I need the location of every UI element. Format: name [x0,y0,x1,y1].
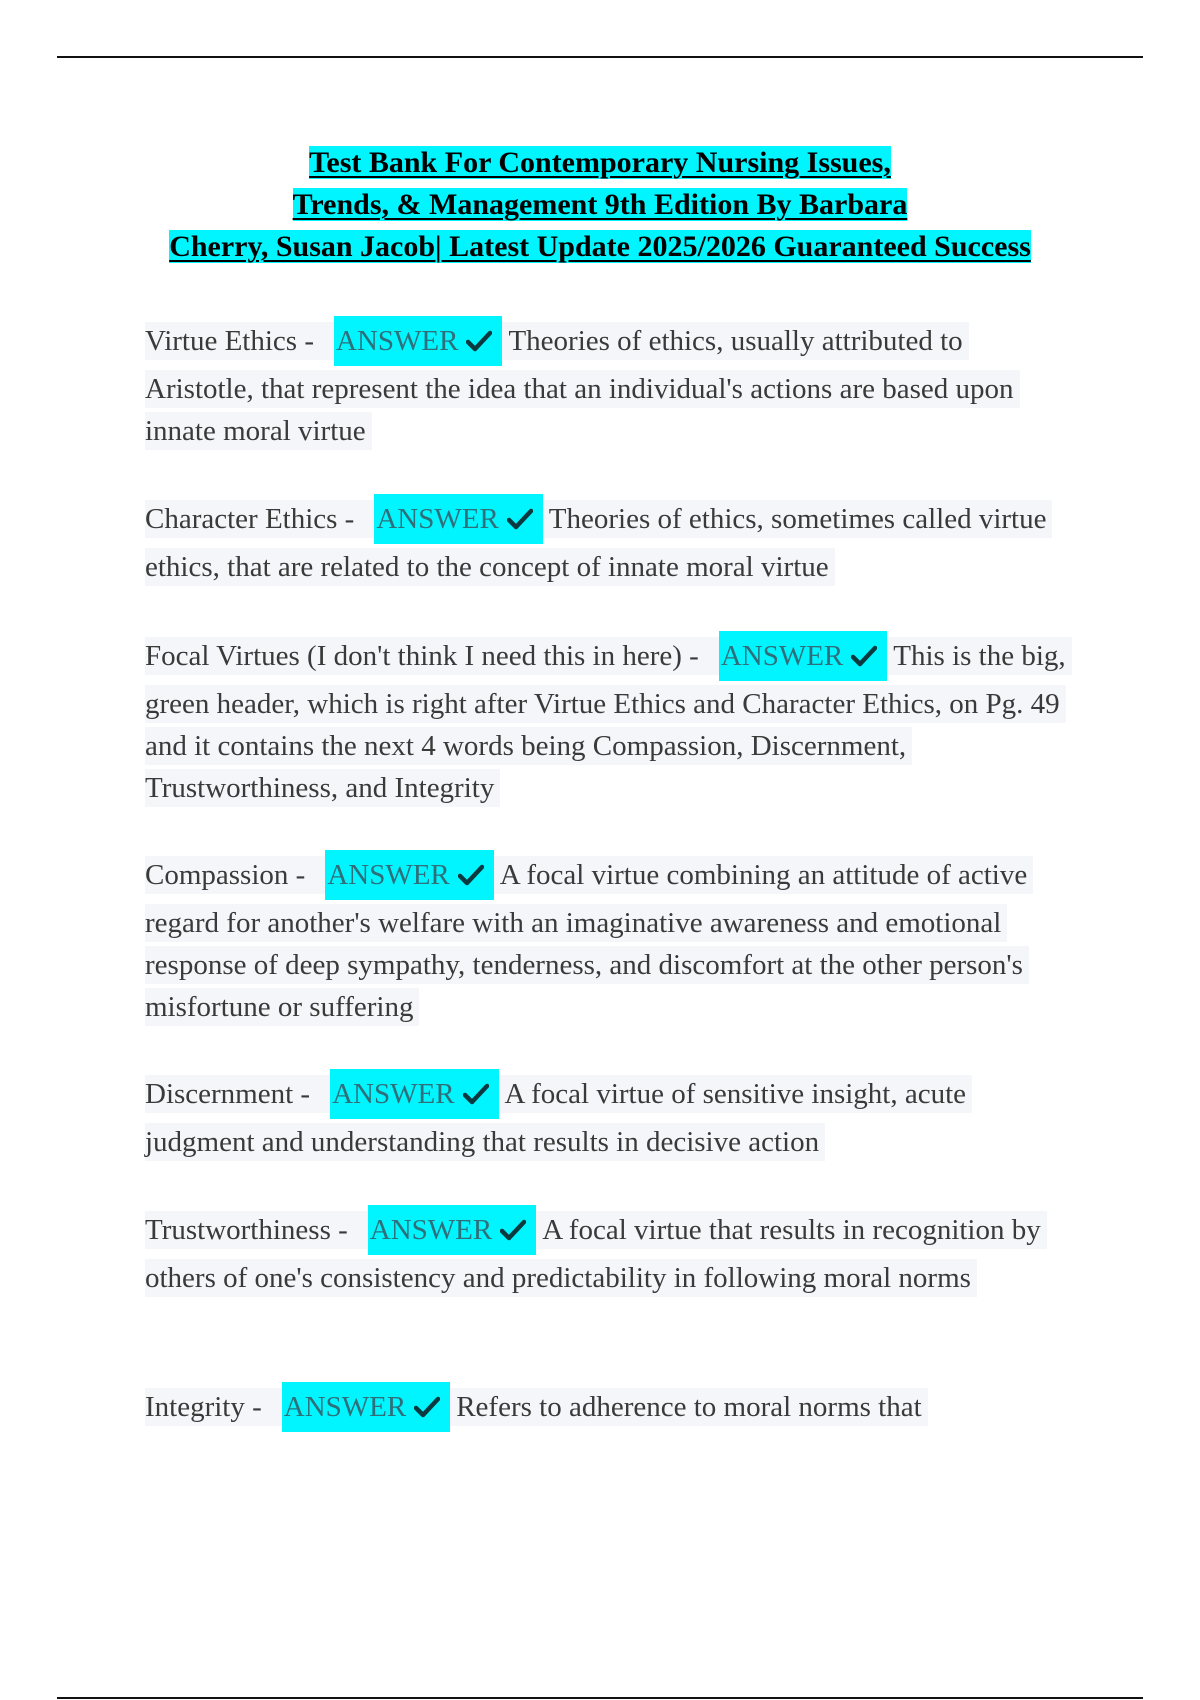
checkmark-icon [463,1083,489,1105]
answer-badge [719,631,887,681]
qa-entry-trustworthiness [145,1207,1075,1299]
term: Trustworthiness - [145,1213,348,1246]
term: Focal Virtues (I don't think I need this in here) - [145,639,699,672]
answer-badge [325,850,493,900]
title-line-2: Trends, & Management 9th Edition By Barbara [292,188,908,221]
title-line-3: Cherry, Susan Jacob| Latest Update 2025/2026 Guaranteed Success [169,230,1031,263]
term: Virtue Ethics - [145,324,314,357]
top-rule [57,56,1143,58]
qa-entry-character-ethics [145,496,1075,588]
qa-entry-virtue-ethics [145,318,1075,452]
answer-badge [282,1382,450,1432]
definition: Refers to adherence to moral norms that [456,1390,922,1423]
checkmark-icon [507,508,533,530]
qa-entry-discernment [145,1071,1075,1163]
answer-badge [368,1205,536,1255]
definition: Theories of ethics, sometimes called virtue ethics, that are related to the concept of innate moral virtue [145,502,1047,583]
checkmark-icon [500,1219,526,1241]
definition: A focal virtue combining an attitude of active regard for another's welfare with an imaginative awareness and emotional response of deep sympathy, tenderness, and discomfort at the other person's misfortune or suffering [145,858,1028,1023]
term: Compassion - [145,858,306,891]
document-title [60,142,1140,268]
answer-label: ANSWER [376,503,499,535]
checkmark-icon [458,864,484,886]
answer-label: ANSWER [283,1391,407,1423]
checkmark-icon [851,645,877,667]
definition: A focal virtue of sensitive insight, acute judgment and understanding that results in decisive action [145,1077,967,1158]
answer-label: ANSWER [327,859,450,891]
answer-label: ANSWER [369,1214,493,1246]
qa-entry-focal-virtues [145,633,1075,809]
answer-label: ANSWER [720,640,844,672]
answer-label: ANSWER [336,325,459,357]
checkmark-icon [414,1396,440,1418]
answer-badge [330,1069,498,1119]
qa-entry-integrity [145,1384,1075,1434]
term: Integrity - [145,1390,262,1423]
bottom-rule [57,1697,1143,1699]
qa-entry-compassion [145,852,1075,1028]
term: Discernment - [145,1077,311,1110]
definition: This is the big, green header, which is right after Virtue Ethics and Character Ethics, on Pg. 49 and it contains the next 4 words being Compassion, Discernment, Trustworthiness, and Integrity [145,639,1066,804]
term: Character Ethics - [145,502,355,535]
answer-badge [334,316,502,366]
title-line-1: Test Bank For Contemporary Nursing Issues, [309,146,891,179]
definition: A focal virtue that results in recognition by others of one's consistency and predictability in following moral norms [145,1213,1041,1294]
checkmark-icon [466,330,492,352]
answer-badge [374,494,542,544]
definition: Theories of ethics, usually attributed to Aristotle, that represent the idea that an individual's actions are based upon innate moral virtue [145,324,1014,447]
answer-label: ANSWER [332,1078,455,1110]
